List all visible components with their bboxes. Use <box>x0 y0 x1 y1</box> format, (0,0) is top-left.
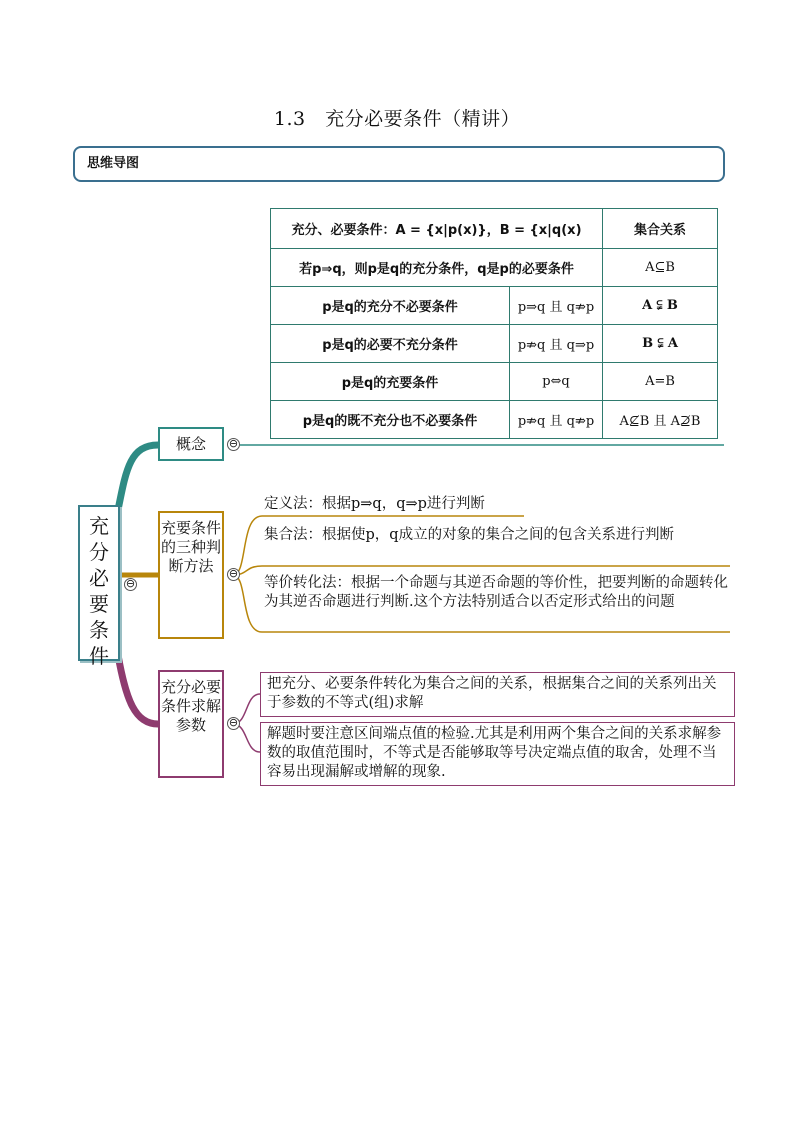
collapse-root-icon[interactable]: ⊖ <box>125 577 136 590</box>
table-cell-set: A⊆B <box>603 249 718 287</box>
table-cell-condition: p是q的充要条件 <box>271 363 510 401</box>
params-tip-2: 解题时要注意区间端点值的检验.尤其是利用两个集合之间的关系求解参数的取值范围时，不等式是否能够取等号决定端点值的取舍，处理不当容易出现漏解或增解的现象. <box>260 722 735 786</box>
method-contrapositive: 等价转化法：根据一个命题与其逆否命题的等价性，把要判断的命题转化为其逆否命题进行判断.这个方法特别适合以否定形式给出的问题 <box>264 575 728 610</box>
table-header-right: 集合关系 <box>603 209 718 249</box>
table-cell-condition: p是q的充分不必要条件 <box>271 287 510 325</box>
page-title: 1.3 充分必要条件（精讲） <box>273 108 521 130</box>
section-label: 思维导图 <box>87 156 140 171</box>
table-cell-set: B ⫋ A <box>603 325 718 363</box>
collapse-concept-icon[interactable]: ⊖ <box>228 437 239 450</box>
table-cell-condition: p是q的既不充分也不必要条件 <box>271 401 510 439</box>
collapse-params-icon[interactable]: ⊖ <box>228 716 239 729</box>
mindmap-root: 充分必要条件 <box>78 505 120 661</box>
method-set: 集合法：根据使p，q成立的对象的集合之间的包含关系进行判断 <box>264 527 675 543</box>
table-cell-set: A ⫋ B <box>603 287 718 325</box>
branch-params: 充分必要条件求解参数 <box>158 670 224 778</box>
table-cell-relation: p⇏q 且 q⇏p <box>510 401 603 439</box>
table-cell-set: A⊈B 且 A⊉B <box>603 401 718 439</box>
table-header-left: 充分、必要条件：A = {x|p(x)}，B = {x|q(x) <box>271 209 603 249</box>
branch-concept: 概念 <box>158 427 224 461</box>
params-tip-1: 把充分、必要条件转化为集合之间的关系，根据集合之间的关系列出关于参数的不等式(组)求解 <box>260 672 735 717</box>
connector-root-concept <box>118 445 158 510</box>
table-cell-relation: p⇒q 且 q⇏p <box>510 287 603 325</box>
table-cell-relation: p⇔q <box>510 363 603 401</box>
connector-root-params <box>118 655 158 724</box>
method-definition: 定义法：根据p⇒q，q⇒p进行判断 <box>264 496 485 512</box>
table-cell-condition: p是q的必要不充分条件 <box>271 325 510 363</box>
table-cell-condition: 若p⇒q，则p是q的充分条件，q是p的必要条件 <box>271 249 603 287</box>
table-cell-set: A=B <box>603 363 718 401</box>
branch-methods: 充要条件的三种判断方法 <box>158 511 224 639</box>
table-cell-relation: p⇏q 且 q⇒p <box>510 325 603 363</box>
collapse-methods-icon[interactable]: ⊖ <box>228 567 239 580</box>
